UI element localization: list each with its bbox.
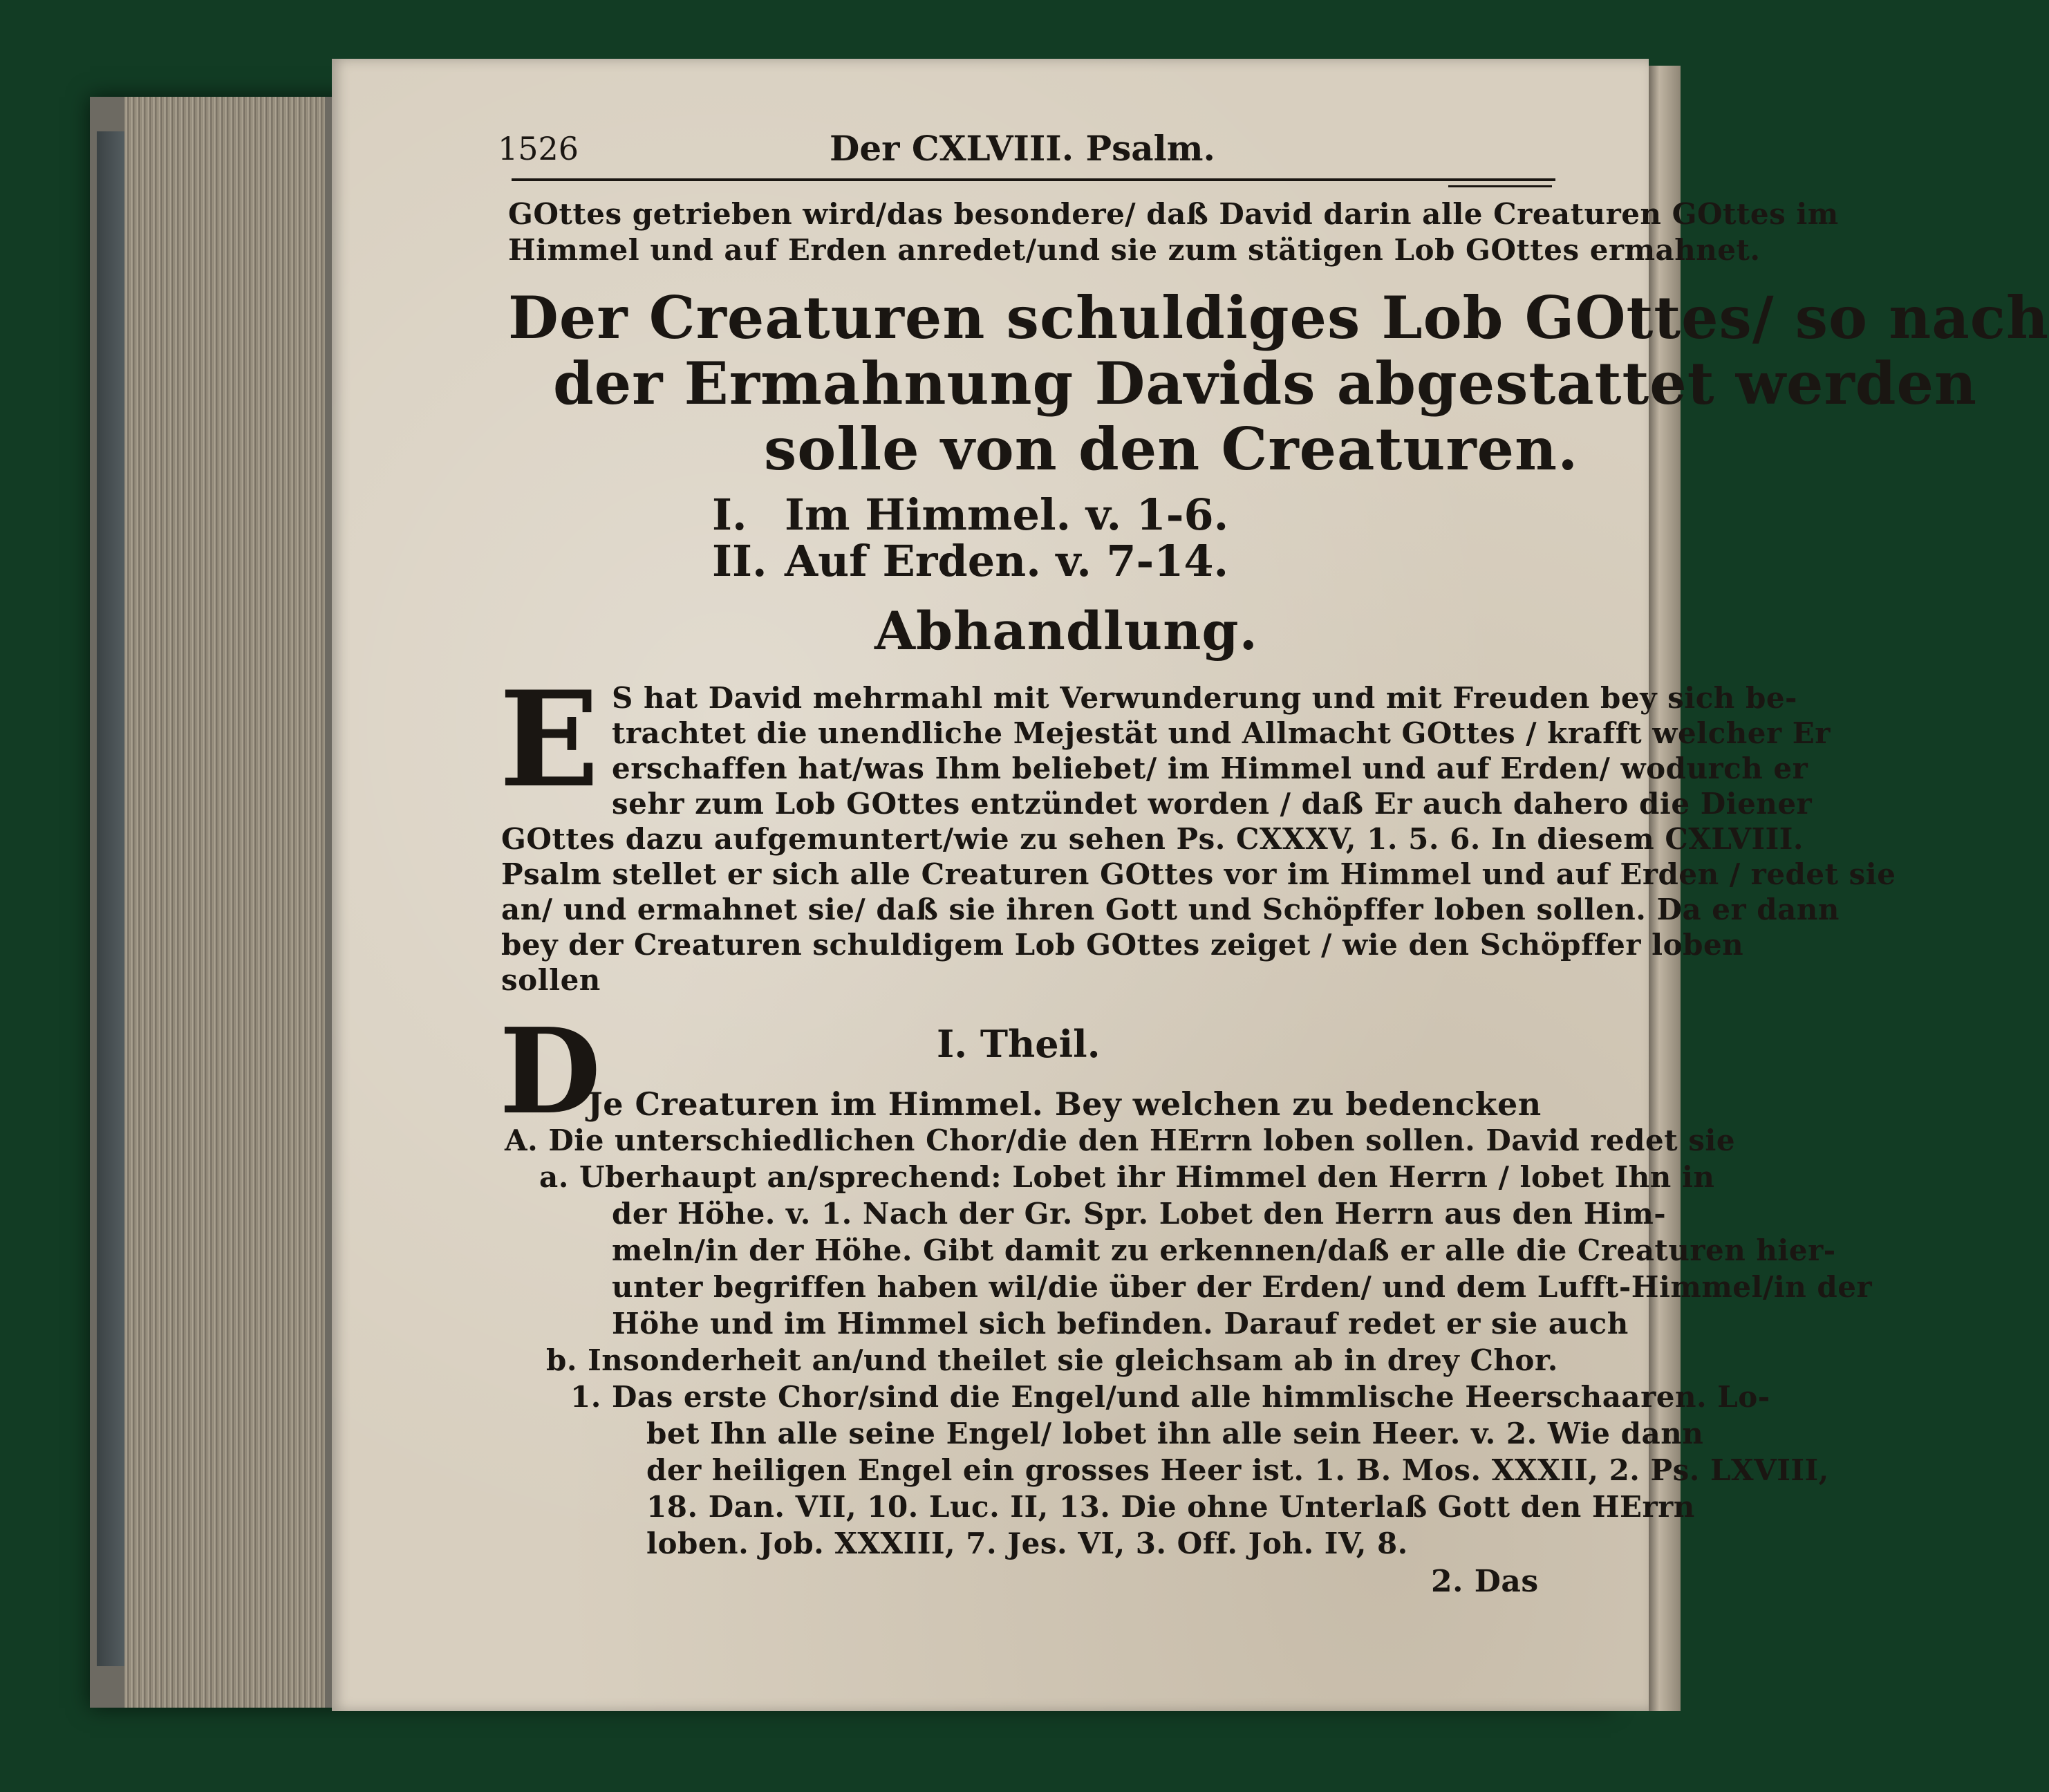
paragraph-line: sollen [501,963,601,997]
part-line: der Höhe. v. 1. Nach der Gr. Spr. Lobet den Herrn aus den Him- [612,1197,1667,1231]
outline-text: Im Himmel. v. 1-6. [785,489,1229,540]
part-line: der heiligen Engel ein grosses Heer ist. 1. B. Mos. XXXII, 2. Ps. LXVIII, [646,1453,1829,1487]
part-line: Je Creaturen im Himmel. Bey welchen zu bedencken [588,1085,1542,1123]
header-rule-right [1448,185,1552,187]
catchword: 2. Das [1431,1564,1539,1599]
paragraph-line: GOttes dazu aufgemuntert/wie zu sehen Ps. CXXXV, 1. 5. 6. In diesem CXLVIII. [501,822,1804,856]
headline-line: solle von den Creaturen. [764,415,1579,483]
page-edges [124,97,325,1708]
part-line: b. Insonderheit an/und theilet sie gleichsam ab in drey Chor. [546,1343,1558,1377]
paragraph-line: Psalm stellet er sich alle Creaturen GOttes vor im Himmel und auf Erden / redet sie [501,857,1896,891]
drop-initial-e: E [499,662,599,816]
headline-line: der Ermahnung Davids abgestattet werden [553,349,1978,418]
outline-num: II. [712,536,767,586]
part-line: A. Die unterschiedlichen Chor/die den HErrn loben sollen. David redet sie [505,1123,1736,1157]
part-line: 1. Das erste Chor/sind die Engel/und alle himmlische Heerschaaren. Lo- [570,1380,1770,1414]
page-number: 1526 [498,130,579,167]
running-title: Der CXLVIII. Psalm. [830,128,1215,169]
paragraph-line: S hat David mehrmahl mit Verwunderung und mit Freuden bey sich be- [612,681,1797,715]
paragraph-line: an/ und ermahnet sie/ daß sie ihren Gott und Schöpffer loben sollen. Da er dann [501,893,1840,926]
part-line: loben. Job. XXXIII, 7. Jes. VI, 3. Off. Joh. IV, 8. [646,1527,1408,1560]
part-line: 18. Dan. VII, 10. Luc. II, 13. Die ohne Unterlaß Gott den HErrn [646,1490,1695,1524]
headline-line: Der Creaturen schuldiges Lob GOttes/ so nach [508,283,2049,352]
outline-text: Auf Erden. v. 7-14. [785,536,1229,586]
part-line: bet Ihn alle seine Engel/ lobet ihn alle sein Heer. v. 2. Wie dann [646,1417,1704,1450]
intro-line: Himmel und auf Erden anredet/und sie zum stätigen Lob GOttes ermahnet. [508,233,1761,267]
paragraph-line: erschaffen hat/was Ihm beliebet/ im Himmel und auf Erden/ wodurch er [612,752,1808,785]
part-line: Höhe und im Himmel sich befinden. Darauf redet er sie auch [612,1307,1629,1341]
paragraph-line: sehr zum Lob GOttes entzündet worden / daß Er auch dahero die Diener [612,787,1813,821]
intro-line: GOttes getrieben wird/das besondere/ daß David darin alle Creaturen GOttes im [508,197,1839,231]
part-line: unter begriffen haben wil/die über der Erden/ und dem Lufft-Himmel/in der [612,1270,1873,1304]
paragraph-line: bey der Creaturen schuldigem Lob GOttes zeiget / wie den Schöpffer loben [501,928,1744,962]
drop-initial-d: D [499,1002,601,1141]
part-title: I. Theil. [937,1022,1101,1066]
header-rule [512,178,1555,181]
part-line: meln/in der Höhe. Gibt damit zu erkennen/daß er alle die Creaturen hier- [612,1233,1836,1267]
part-line: a. Uberhaupt an/sprechend: Lobet ihr Himmel den Herrn / lobet Ihn in [539,1160,1715,1194]
paragraph-line: trachtet die unendliche Mejestät und Allmacht GOttes / krafft welcher Er [612,716,1831,750]
section-title: Abhandlung. [874,600,1258,662]
outline-num: I. [712,489,747,540]
